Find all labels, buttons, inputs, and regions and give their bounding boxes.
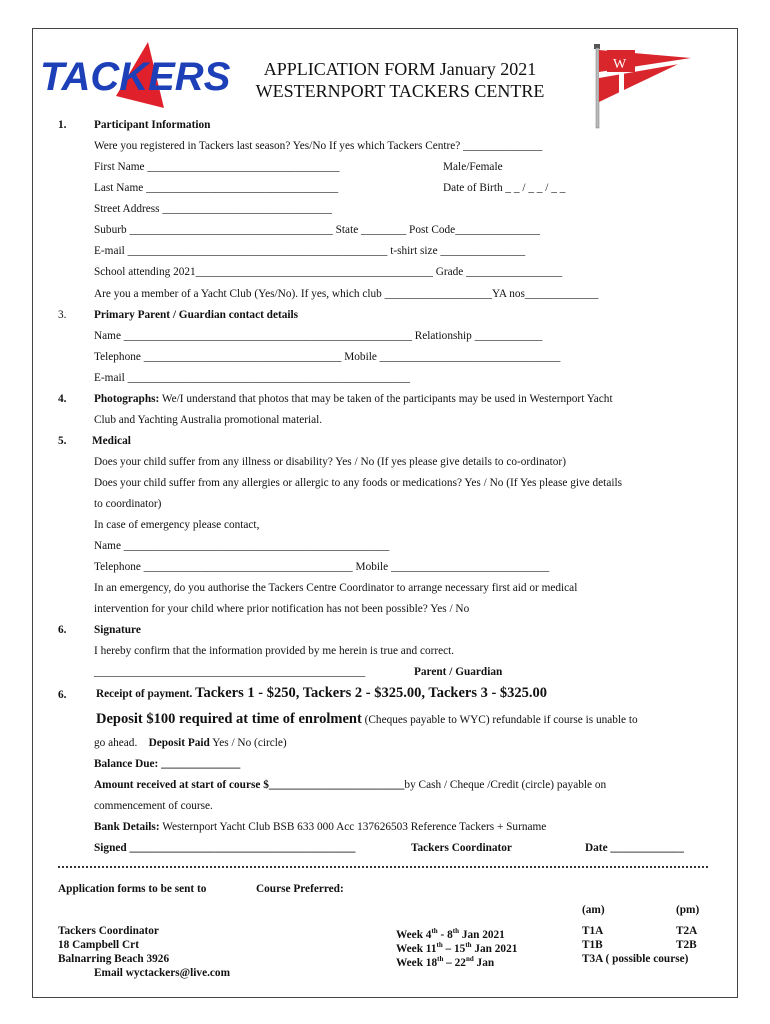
allergies-question-2: to coordinator) [94, 498, 162, 510]
s4-number: 4. [58, 393, 67, 405]
registered-line: Were you registered in Tackers last season? Yes/No If yes which Tackers Centre? ______________ [94, 140, 543, 152]
dotted-divider [58, 866, 708, 868]
form-title [220, 58, 580, 102]
date-field: Date _____________ [585, 842, 684, 854]
course-t1b: T1B [582, 939, 603, 951]
week-2-end: Jan 2021 [471, 942, 518, 955]
title-line-2: WESTERNPORT TACKERS CENTRE [255, 81, 545, 101]
week-1-start: Week 4 [396, 928, 432, 941]
emergency-telephone-field: Telephone _____________________________________ Mobile ____________________________ [94, 561, 550, 573]
authorise-text-1: In an emergency, do you authorise the Tackers Centre Coordinator to arrange necessary first aid or medical [94, 582, 578, 594]
illness-question: Does your child suffer from any illness or disability? Yes / No (If yes please give details to co-ordinator) [94, 456, 566, 468]
emergency-name-field: Name _______________________________________________ [94, 540, 390, 552]
guardian-signature-line: ________________________________________________ [94, 666, 366, 678]
photographs-label: Photographs: [94, 393, 160, 405]
parent-guardian-label: Parent / Guardian [414, 666, 503, 678]
s5-number: 5. [58, 435, 67, 447]
amount-line [94, 778, 606, 792]
address-line-2: 18 Campbell Crt [58, 939, 139, 951]
s6-heading: Signature [94, 624, 141, 636]
balance-due-field: Balance Due: ______________ [94, 758, 241, 770]
week-2-start: Week 11 [396, 942, 437, 955]
course-t3a: T3A ( possible course) [582, 953, 689, 965]
svg-text:TACKERS: TACKERS [40, 55, 231, 99]
address-line-3: Balnarring Beach 3926 [58, 953, 170, 965]
bank-details-line [94, 820, 546, 834]
flag-letter: W [613, 57, 627, 72]
course-t1a: T1A [582, 925, 604, 937]
s1-heading: Participant Information [94, 119, 211, 131]
tackers-logo [38, 40, 231, 110]
deposit-note: (Cheques payable to WYC) refundable if course is unable to [361, 714, 638, 726]
s6-number: 6. [58, 624, 67, 636]
first-name-field: First Name __________________________________ [94, 161, 340, 173]
address-email: Email wyctackers@live.com [94, 967, 230, 979]
deposit-paid-options: Yes / No (circle) [209, 737, 287, 749]
parent-telephone-field: Telephone ___________________________________ Mobile ________________________________ [94, 351, 561, 363]
week-3-end: Jan [473, 956, 495, 969]
male-female-field: Male/Female [443, 161, 503, 173]
week-2-sup-1: th [436, 941, 443, 949]
commencement-text: commencement of course. [94, 800, 213, 812]
s5-heading: Medical [92, 435, 131, 447]
authorise-text-2: intervention for your child where prior notification has not been possible? Yes / No [94, 603, 470, 615]
school-field: School attending 2021__________________________________________ Grade _________________ [94, 266, 563, 278]
email-field: E-mail ______________________________________________ t-shirt size _______________ [94, 245, 526, 257]
signed-field: Signed ________________________________________ [94, 842, 356, 854]
go-ahead-line [94, 736, 287, 750]
s1-number: 1. [58, 119, 67, 131]
week-1-mid: - 8 [437, 928, 453, 941]
week-3-start: Week 18 [396, 956, 438, 969]
deposit-line [96, 712, 638, 727]
parent-email-field: E-mail __________________________________________________ [94, 372, 410, 384]
bank-details-text: Westernport Yacht Club BSB 633 000 Acc 137626503 Reference Tackers + Surname [159, 821, 547, 833]
address-line-1: Tackers Coordinator [58, 925, 159, 937]
week-2-mid: – 15 [442, 942, 466, 955]
week-3-sup-2: nd [465, 955, 474, 963]
dob-field: Date of Birth _ _ / _ _ / _ _ [443, 182, 566, 194]
suburb-field: Suburb ____________________________________ State ________ Post Code_______________ [94, 224, 540, 236]
photographs-text-2: Club and Yachting Australia promotional material. [94, 414, 323, 426]
coordinator-label: Tackers Coordinator [411, 842, 512, 854]
parent-name-field: Name ___________________________________________________ Relationship ____________ [94, 330, 543, 342]
week-3 [396, 952, 494, 970]
course-t2a: T2A [676, 925, 698, 937]
week-1-end: Jan 2021 [459, 928, 505, 941]
title-line-1: APPLICATION FORM January 2021 [263, 59, 537, 79]
s3-number: 3. [58, 309, 67, 321]
course-t2b: T2B [676, 939, 697, 951]
pm-header: (pm) [676, 904, 700, 916]
s7-number: 6. [58, 689, 67, 701]
amount-payment-method: by Cash / Cheque /Credit (circle) payable on [404, 779, 607, 791]
week-1-sup-2: th [452, 927, 459, 935]
send-to-label: Application forms to be sent to [58, 883, 207, 895]
week-2-sup-2: th [465, 941, 472, 949]
go-ahead-text: go ahead. [94, 737, 138, 749]
receipt-label: Receipt of payment. [96, 688, 193, 700]
club-flag [585, 40, 695, 130]
photographs-text-1: We/I understand that photos that may be taken of the participants may be used in Westernport Yacht [159, 393, 613, 405]
receipt-line [96, 686, 547, 701]
yacht-club-field: Are you a member of a Yacht Club (Yes/No). If yes, which club ___________________YA nos_____________ [94, 288, 599, 300]
week-1-sup-1: th [431, 927, 438, 935]
bank-details-label: Bank Details: [94, 821, 160, 833]
allergies-question-1: Does your child suffer from any allergies or allergic to any foods or medications? Yes / No (If Yes please give details [94, 477, 623, 489]
photographs-text [94, 392, 613, 406]
emergency-contact-label: In case of emergency please contact, [94, 519, 260, 531]
confirm-text: I hereby confirm that the information provided by me herein is true and correct. [94, 645, 455, 657]
prices: Tackers 1 - $250, Tackers 2 - $325.00, Tackers 3 - $325.00 [195, 685, 548, 701]
amount-received-field: Amount received at start of course $________________________ [94, 779, 405, 791]
street-field: Street Address ______________________________ [94, 203, 332, 215]
week-3-sup-1: th [437, 955, 444, 963]
s3-heading: Primary Parent / Guardian contact details [94, 309, 299, 321]
deposit-required: Deposit $100 required at time of enrolment [96, 711, 362, 727]
am-header: (am) [582, 904, 605, 916]
deposit-paid-label: Deposit Paid [148, 737, 210, 749]
week-3-mid: – 22 [443, 956, 466, 969]
course-preferred-label: Course Preferred: [256, 883, 344, 895]
last-name-field: Last Name __________________________________ [94, 182, 339, 194]
